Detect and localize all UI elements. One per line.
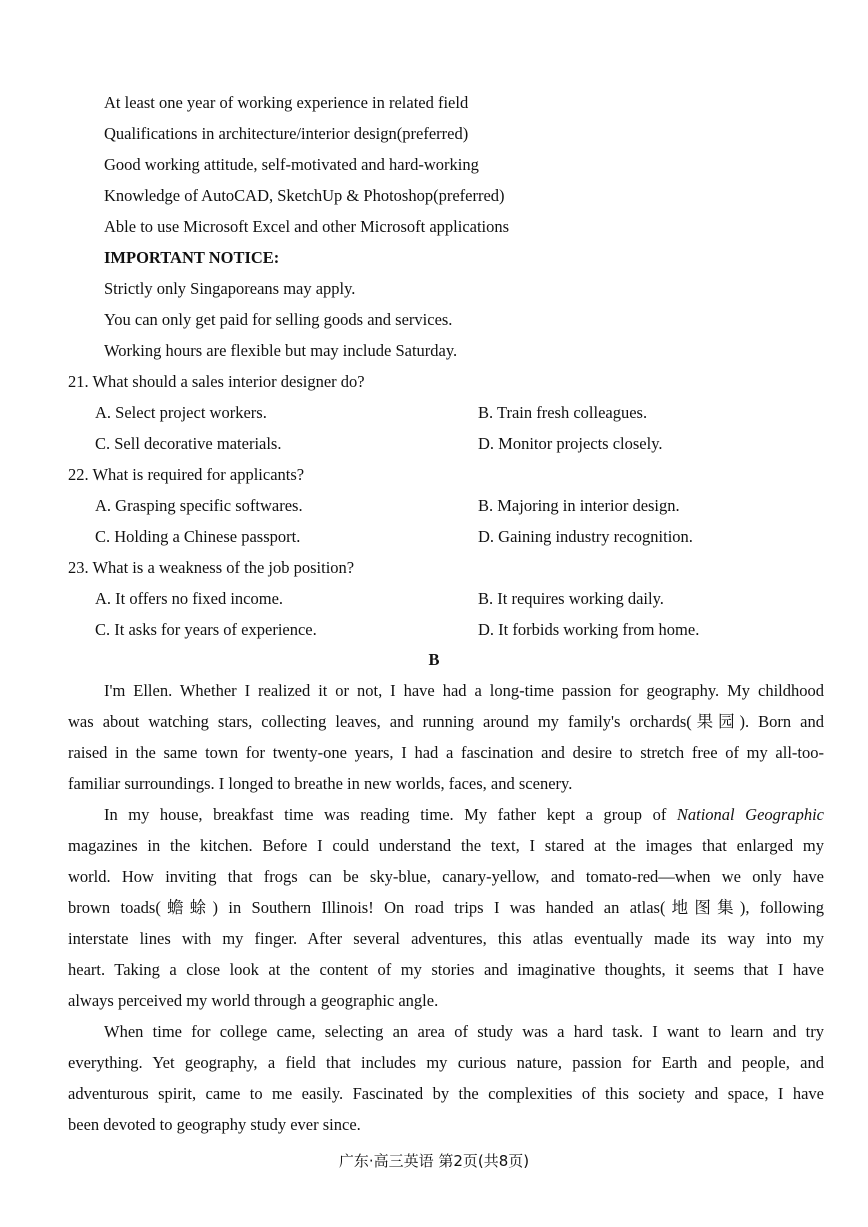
- paragraph-line: adventurous spirit, came to me easily. Fascinated by the complexities of this society and space, I have: [68, 1084, 824, 1103]
- question-22-stem: 22. What is required for applicants?: [68, 465, 305, 484]
- question-22-option-d: D. Gaining industry recognition.: [478, 527, 693, 546]
- question-23-option-b: B. It requires working daily.: [478, 589, 664, 608]
- paragraph-line: familiar surroundings. I longed to breathe in new worlds, faces, and scenery.: [68, 774, 573, 793]
- requirement-line: Good working attitude, self-motivated and hard-working: [104, 155, 479, 174]
- magazine-title: National Geographic: [676, 805, 824, 824]
- paragraph-line: brown toads(蟾蜍) in Southern Illinois! On road trips I was handed an atlas(地图集), following: [68, 898, 824, 917]
- paragraph-line: When time for college came, selecting an area of study was a hard task. I want to learn and try: [104, 1022, 824, 1041]
- notice-item: Working hours are flexible but may include Saturday.: [104, 341, 458, 360]
- notice-item: You can only get paid for selling goods and services.: [104, 310, 453, 329]
- question-21-option-c: C. Sell decorative materials.: [95, 434, 282, 453]
- requirement-line: At least one year of working experience in related field: [104, 93, 469, 112]
- question-22-option-a: A. Grasping specific softwares.: [95, 496, 303, 515]
- notice-title: IMPORTANT NOTICE:: [104, 248, 280, 267]
- question-21-option-b: B. Train fresh colleagues.: [478, 403, 648, 422]
- paragraph-line: always perceived my world through a geographic angle.: [68, 991, 439, 1010]
- question-23-stem: 23. What is a weakness of the job position?: [68, 558, 355, 577]
- paragraph-line: magazines in the kitchen. Before I could understand the text, I stared at the images that enlarged my: [68, 836, 824, 855]
- paragraph-line: interstate lines with my finger. After several adventures, this atlas eventually made its way into my: [68, 929, 824, 948]
- paragraph-line: heart. Taking a close look at the content of my stories and imaginative thoughts, it seems that I have: [68, 960, 824, 979]
- paragraph-line: world. How inviting that frogs can be sky-blue, canary-yellow, and tomato-red—when we only have: [68, 867, 824, 886]
- question-22-option-b: B. Majoring in interior design.: [478, 496, 680, 515]
- question-23-option-a: A. It offers no fixed income.: [95, 589, 284, 608]
- question-21-option-d: D. Monitor projects closely.: [478, 434, 663, 453]
- question-21-stem: 21. What should a sales interior designer do?: [68, 372, 365, 391]
- question-21-option-a: A. Select project workers.: [95, 403, 267, 422]
- section-b-heading: B: [428, 650, 440, 669]
- question-23-option-d: D. It forbids working from home.: [478, 620, 700, 639]
- paragraph-line: I'm Ellen. Whether I realized it or not, I have had a long-time passion for geography. My childhood: [104, 681, 824, 700]
- paragraph-line: been devoted to geography study ever since.: [68, 1115, 361, 1134]
- paragraph-line: [104, 805, 824, 825]
- question-23-option-c: C. It asks for years of experience.: [95, 620, 317, 639]
- notice-item: Strictly only Singaporeans may apply.: [104, 279, 356, 298]
- question-22-option-c: C. Holding a Chinese passport.: [95, 527, 301, 546]
- requirement-line: Knowledge of AutoCAD, SketchUp & Photoshop(preferred): [104, 186, 505, 205]
- paragraph-line: everything. Yet geography, a field that includes my curious nature, passion for Earth and people, and: [68, 1053, 824, 1072]
- page-footer: 广东·高三英语 第2页(共8页): [338, 1152, 530, 1170]
- paragraph-line: was about watching stars, collecting leaves, and running around my family's orchards(果园). Born and: [68, 712, 824, 731]
- paragraph-text: In my house, breakfast time was reading time. My father kept a group of: [104, 805, 677, 824]
- paragraph-line: raised in the same town for twenty-one years, I had a fascination and desire to stretch free of my all-too-: [68, 743, 824, 762]
- requirement-line: Qualifications in architecture/interior design(preferred): [104, 124, 469, 143]
- requirement-line: Able to use Microsoft Excel and other Microsoft applications: [104, 217, 510, 236]
